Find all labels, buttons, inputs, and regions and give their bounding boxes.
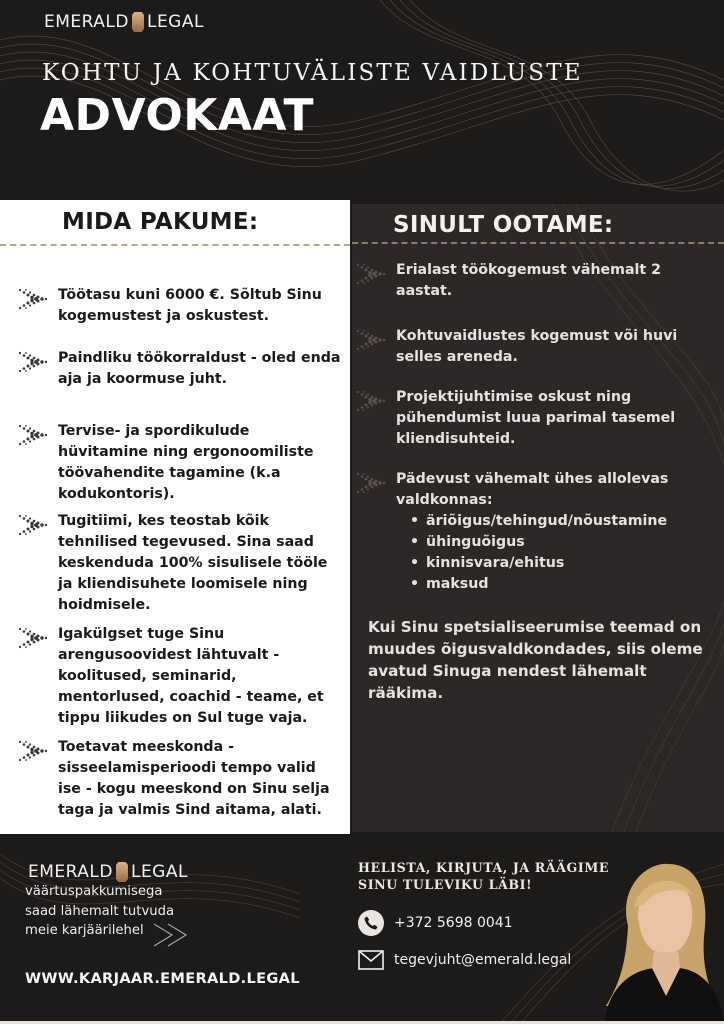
mail-icon	[358, 950, 384, 970]
recruiter-portrait	[598, 856, 724, 1024]
header	[0, 0, 724, 200]
field-item: • ühinguõigus	[406, 532, 720, 553]
footer-text-line: saad lähemalt tutvuda	[25, 903, 175, 919]
brand-name-right: LEGAL	[146, 12, 204, 32]
offer-divider	[0, 244, 350, 246]
call-to-action	[358, 859, 609, 893]
brand-name-left: EMERALD	[28, 862, 113, 882]
offer-item	[16, 285, 342, 327]
offer-item-text: Töötasu kuni 6000 €. Sõltub Sinu kogemustest ja oskustest.	[58, 287, 322, 324]
job-title: ADVOKAAT	[40, 90, 315, 141]
offer-item-text: Igakülgset tuge Sinu arengusoovidest lähtuvalt - koolitused, seminarid, mentorlused, coachid - teame, et tippu liikudes on Sul tuge vaja.	[58, 626, 324, 726]
offer-item-text: Tervise- ja spordikulude hüvitamine ning ergonoomiliste töövahendite tagamine (k.a kodukontoris).	[58, 423, 314, 502]
brand-logo	[44, 12, 204, 32]
expect-item-text: Kohtuvaidlustes kogemust või huvi selles areneda.	[396, 328, 678, 365]
field-list	[396, 511, 720, 595]
field-item: • äriõigus/tehingud/nõustamine	[406, 511, 720, 532]
email-address[interactable]: tegevjuht@emerald.legal	[394, 952, 572, 968]
expect-item	[354, 387, 720, 450]
brand-name-left: EMERALD	[44, 12, 129, 32]
offer-item-text: Paindliku töökorraldust - oled enda aja ja koormuse juht.	[58, 350, 341, 387]
brand-name-right: LEGAL	[130, 862, 188, 882]
field-item: • maksud	[406, 574, 720, 595]
expect-divider	[352, 242, 724, 244]
logo-gem-icon	[116, 862, 128, 882]
chevron-right-icon	[16, 421, 52, 449]
expect-item-lead: Pädevust vähemalt ühes allolevas valdkonnas:	[396, 471, 669, 508]
chevron-right-icon	[16, 348, 52, 376]
cta-line: HELISTA, KIRJUTA, JA RÄÄGIME	[358, 860, 610, 875]
offer-item	[16, 348, 342, 390]
chevron-right-icon	[16, 737, 52, 765]
chevron-right-icon	[354, 260, 390, 288]
chevron-right-icon	[150, 920, 196, 950]
phone-contact[interactable]	[358, 910, 513, 936]
footer-logo	[28, 862, 188, 882]
expect-item-text: Erialast töökogemust vähemalt 2 aastat.	[396, 262, 661, 299]
field-item: • kinnisvara/ehitus	[406, 553, 720, 574]
expect-item-text: Projektijuhtimise oskust ning pühendumist luua parimal tasemel kliendisuhteid.	[396, 389, 676, 447]
chevron-right-icon	[16, 285, 52, 313]
phone-icon	[358, 910, 384, 936]
chevron-right-icon	[354, 387, 390, 415]
career-page-link[interactable]: WWW.KARJAAR.EMERALD.LEGAL	[25, 970, 300, 987]
footer	[0, 834, 724, 1024]
offer-item	[16, 511, 342, 616]
chevron-right-icon	[354, 326, 390, 354]
job-subtitle: KOHTU JA KOHTUVÄLISTE VAIDLUSTE	[42, 60, 583, 86]
expect-item	[354, 326, 720, 368]
offer-section	[0, 200, 350, 834]
expect-heading: SINULT OOTAME:	[393, 212, 614, 238]
footer-text-line: meie karjäärilehel	[25, 923, 144, 938]
offer-item	[16, 421, 342, 505]
logo-gem-icon	[132, 12, 144, 32]
offer-item	[16, 624, 342, 729]
closing-text: Kui Sinu spetsialiseerumise teemad on muudes õigusvaldkondades, siis oleme avatud Sinuga nendest lähemalt rääkima.	[368, 618, 703, 702]
expect-section	[352, 204, 724, 832]
phone-number[interactable]: +372 5698 0041	[394, 915, 513, 931]
cta-line: SINU TULEVIKU LÄBI!	[358, 877, 533, 892]
chevron-right-icon	[16, 511, 52, 539]
expect-item	[354, 469, 720, 595]
offer-item	[16, 737, 342, 821]
offer-item-text: Tugitiimi, kes teostab kõik tehnilised tegevused. Sina saad keskenduda 100% sisulisele tööle ja kliendisuhete loomisele ning hoidmisele.	[58, 513, 328, 613]
email-contact[interactable]	[358, 950, 571, 970]
offer-heading: MIDA PAKUME:	[62, 209, 259, 235]
expect-item	[354, 260, 720, 302]
footer-text-line: väärtuspakkumisega	[25, 884, 163, 899]
offer-item-text: Toetavat meeskonda - sisseelamisperioodi tempo valid ise - kogu meeskond on Sinu selja taga ja valmis Sind aitama, alati.	[58, 739, 330, 818]
expect-item-text	[396, 469, 720, 595]
chevron-right-icon	[354, 469, 390, 497]
chevron-right-icon	[16, 624, 52, 652]
